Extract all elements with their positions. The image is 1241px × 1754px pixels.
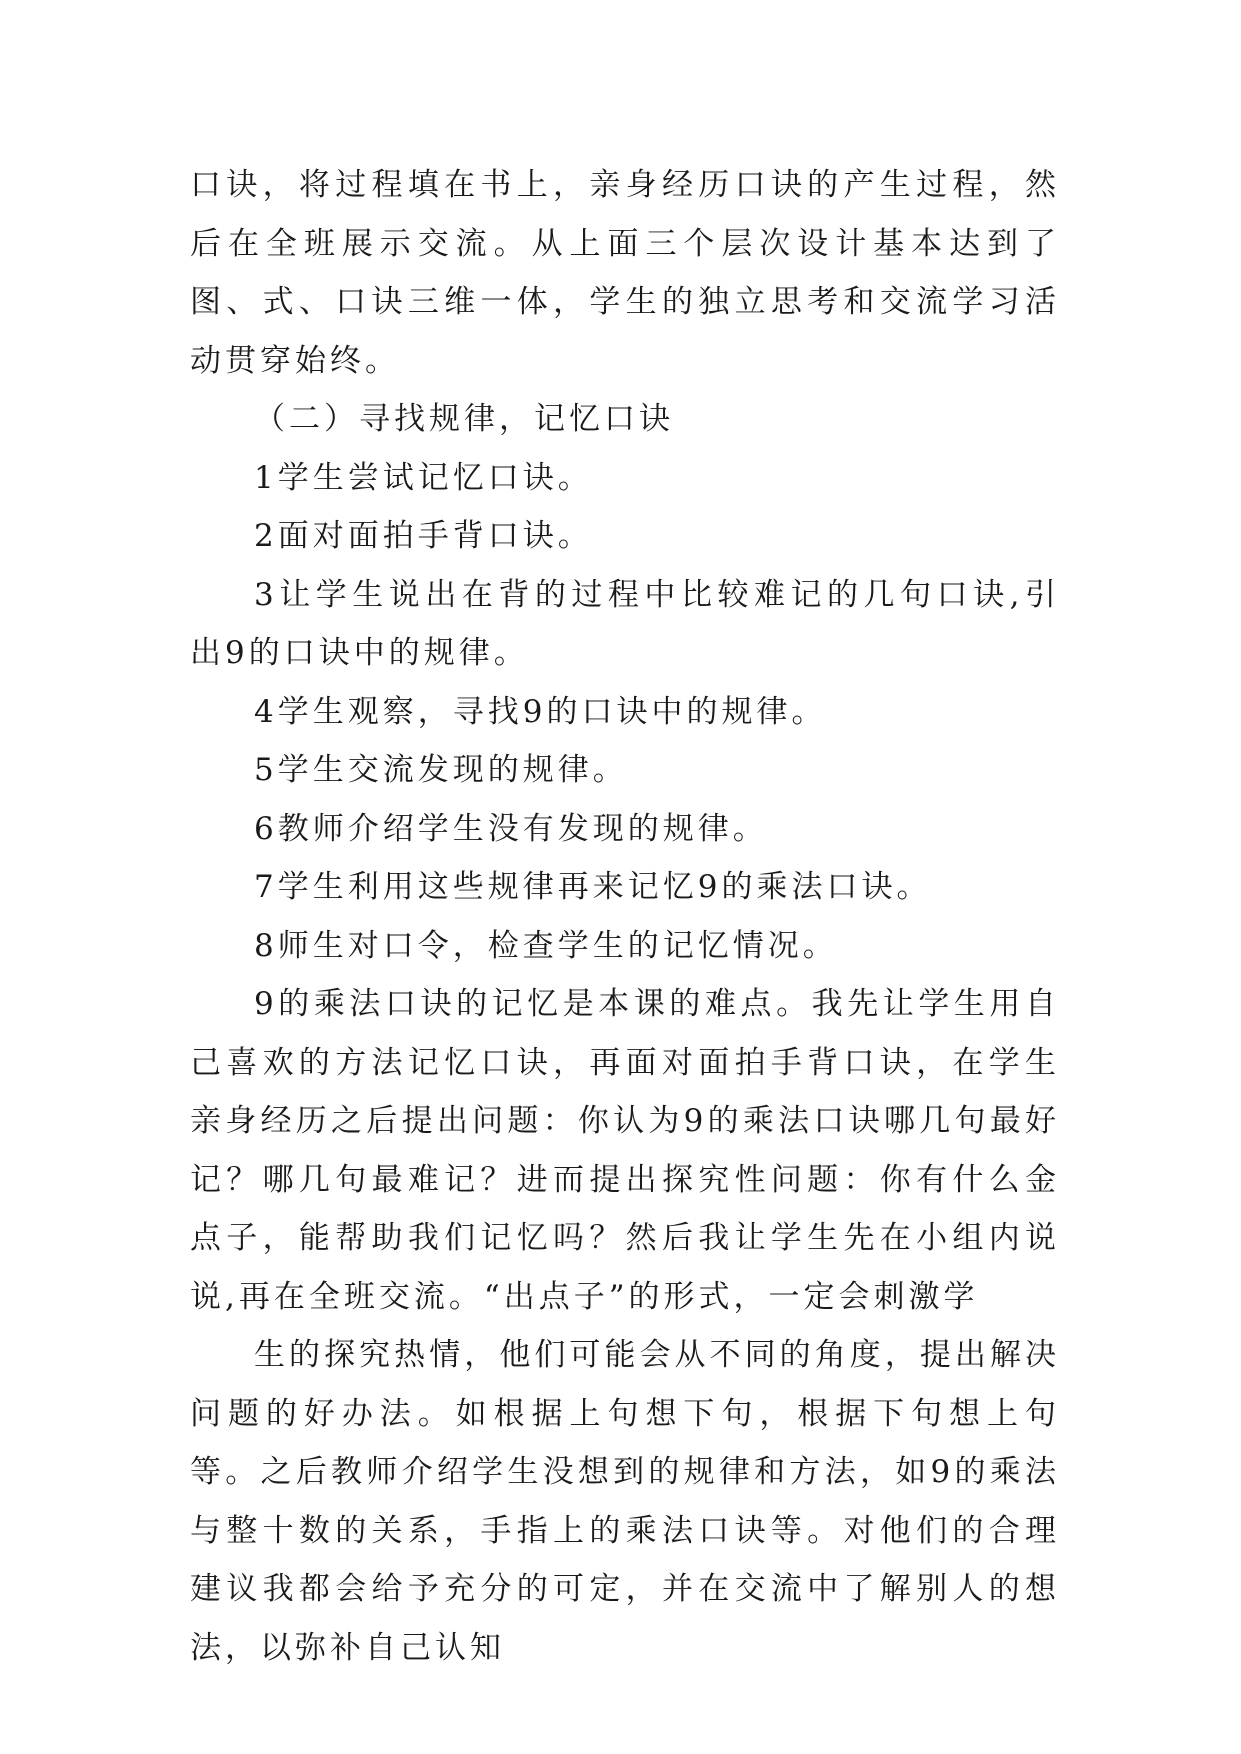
step-item-7: 7学生利用这些规律再来记忆9的乘法口诀。 — [254, 869, 932, 905]
paragraph-discussion-2: 生的探究热情，他们可能会从不同的角度，提出解决问题的好办法。如根据上句想下句，根据下句想上句等。之后教师介绍学生没想到的规律和方法，如9的乘法与整十数的关系，手指上的乘法口诀等。对他们的合理建议我都会给予充分的可定，并在交流中了解别人的想法，以弥补自己认知 — [190, 1337, 1060, 1666]
step-item-4: 4学生观察，寻找9的口诀中的规律。 — [254, 693, 827, 730]
paragraph-opening: 口诀，将过程填在书上，亲身经历口诀的产生过程，然后在全班展示交流。从上面三个层次设计基本达到了图、式、口诀三维一体，学生的独立思考和交流学习活动贯穿始终。 — [190, 167, 1060, 379]
step-item-8: 8师生对口令，检查学生的记忆情况。 — [254, 927, 838, 964]
step-item-5: 5学生交流发现的规律。 — [254, 752, 628, 788]
step-item-2: 2面对面拍手背口诀。 — [254, 518, 593, 554]
step-item-6: 6教师介绍学生没有发现的规律。 — [254, 810, 768, 847]
step-item-1: 1学生尝试记忆口诀。 — [254, 459, 593, 496]
paragraph-discussion-1: 9的乘法口诀的记忆是本课的难点。我先让学生用自己喜欢的方法记忆口诀，再面对面拍手背口诀，在学生亲身经历之后提出问题：你认为9的乘法口诀哪几句最好记？哪几句最难记？进而提出探究性问题：你有什么金点子，能帮助我们记忆吗？然后我让学生先在小组内说说,再在全班交流。“出点子”的形式，一定会刺激学 — [190, 986, 1060, 1315]
document-body — [190, 156, 1060, 1677]
step-item-3: 3让学生说出在背的过程中比较难记的几句口诀,引出9的口诀中的规律。 — [190, 576, 1060, 671]
section-heading: （二）寻找规律，记忆口诀 — [254, 401, 674, 437]
